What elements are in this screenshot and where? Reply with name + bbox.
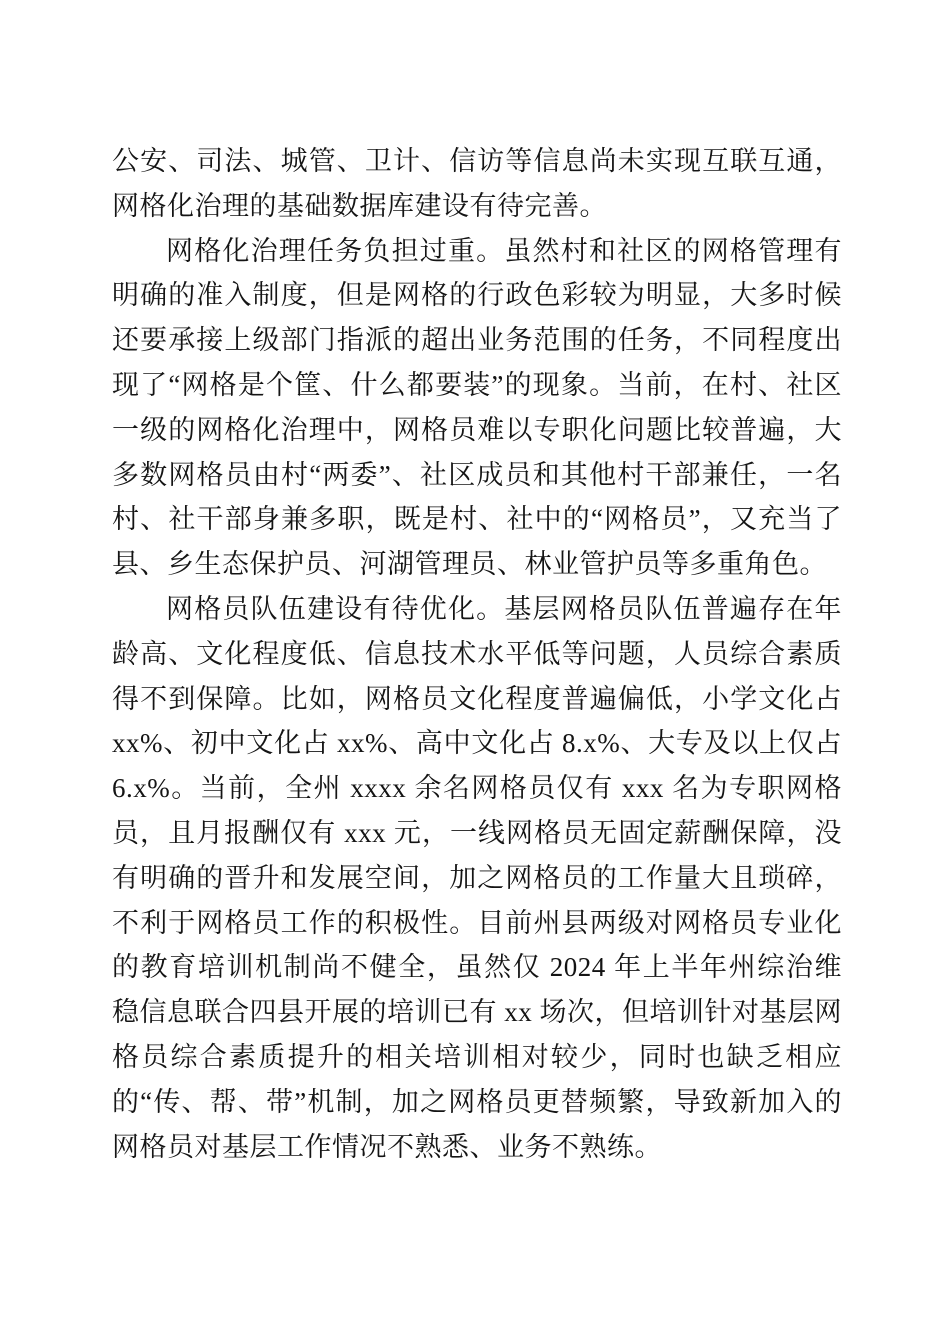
document-page xyxy=(112,139,842,1169)
paragraph: 公安、司法、城管、卫计、信访等信息尚未实现互联互通，网格化治理的基础数据库建设有待完善。 xyxy=(112,146,842,221)
paragraph: 网格员队伍建设有待优化。基层网格员队伍普遍存在年龄高、文化程度低、信息技术水平低等问题，人员综合素质得不到保障。比如，网格员文化程度普遍偏低，小学文化占 xx%、初中文化占 xx%、高中文化占 8.x%、大专及以上仅占 6.x%。当前，全州 xxxx 余名网格员仅有 xxx 名为专职网格员，且月报酬仅有 xxx 元，一线网格员无固定薪酬保障，没有明确的晋升和发展空间，加之网格员的工作量大且琐碎，不利于网格员工作的积极性。目前州县两级对网格员专业化的教育培训机制尚不健全，虽然仅 2024 年上半年州综治维稳信息联合四县开展的培训已有 xx 场次，但培训针对基层网格员综合素质提升的相关培训相对较少，同时也缺乏相应的“传、帮、带”机制，加之网格员更替频繁，导致新加入的网格员对基层工作情况不熟悉、业务不熟练。 xyxy=(112,593,842,1162)
paragraph: 网格化治理任务负担过重。虽然村和社区的网格管理有明确的准入制度，但是网格的行政色彩较为明显，大多时候还要承接上级部门指派的超出业务范围的任务，不同程度出现了“网格是个筐、什么都要装”的现象。当前，在村、社区一级的网格化治理中，网格员难以专职化问题比较普遍，大多数网格员由村“两委”、社区成员和其他村干部兼任，一名村、社干部身兼多职，既是村、社中的“网格员”，又充当了县、乡生态保护员、河湖管理员、林业管护员等多重角色。 xyxy=(112,235,842,580)
